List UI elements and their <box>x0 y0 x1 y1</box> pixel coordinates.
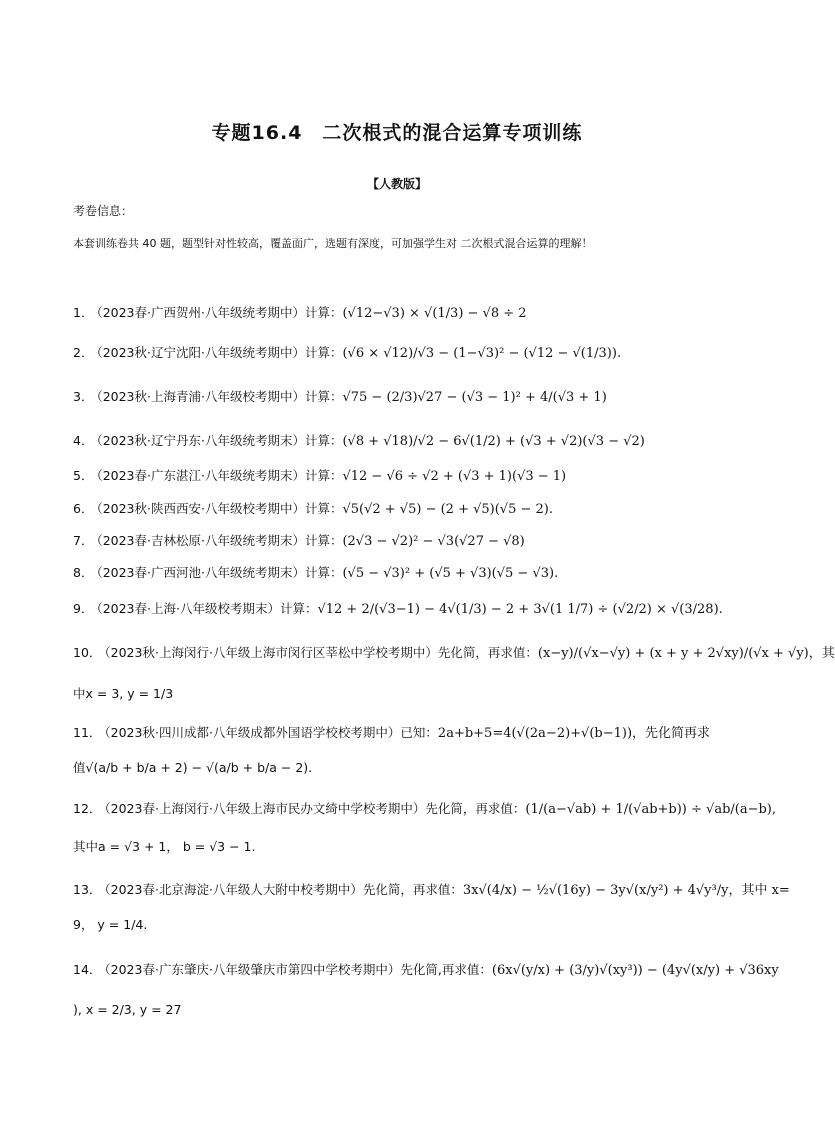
question-source: （2023秋·辽宁沈阳·八年级统考期中）计算： <box>96 345 343 360</box>
question-6 <box>73 499 553 517</box>
question-source: （2023秋·上海青浦·八年级校考期中）计算： <box>96 389 343 404</box>
question-source: （2023春·上海闵行·八年级上海市民办文绮中学校考期中）先化简，再求值： <box>104 801 526 816</box>
question-3 <box>73 387 607 405</box>
exam-info-label: 考卷信息： <box>73 204 134 218</box>
question-number: 11． <box>73 725 102 740</box>
question-source: （2023春·上海·八年级校考期末）计算： <box>96 601 318 616</box>
question-source: （2023秋·上海闵行·八年级上海市闵行区莘松中学校考期中）先化简，再求值： <box>104 645 538 660</box>
question-5 <box>73 466 566 484</box>
question-number: 2． <box>73 345 94 360</box>
question-source: （2023春·广西河池·八年级统考期末）计算： <box>96 565 343 580</box>
question-number: 7． <box>73 533 94 548</box>
question-12-continuation: 其中a = √3 + 1， b = √3 − 1. <box>73 839 256 854</box>
question-14 <box>73 960 779 978</box>
question-number: 1． <box>73 305 94 320</box>
question-expression: (6x√(y/x) + (3/y)√(xy³)) − (4y√(x/y) + √36xy <box>491 963 779 978</box>
question-expression: √5(√2 + √5) − (2 + √5)(√5 − 2). <box>342 502 553 517</box>
question-4 <box>73 431 645 449</box>
question-expression: √75 − (2/3)√27 − (√3 − 1)² + 4/(√3 + 1) <box>342 390 607 405</box>
question-source: （2023秋·四川成都·八年级成都外国语学校校考期中）已知： <box>104 725 438 740</box>
question-number: 12． <box>73 801 102 816</box>
question-source: （2023秋·陕西西安·八年级校考期中）计算： <box>96 501 343 516</box>
question-source: （2023春·北京海淀·八年级人大附中校考期中）先化简，再求值： <box>104 882 463 897</box>
question-number: 5． <box>73 468 94 483</box>
question-expression: √12 + 2/(√3−1) − 4√(1/3) − 2 + 3√(1 1/7) ÷ (√2/2) × √(3/28). <box>317 602 723 617</box>
question-expression: 3x√(4/x) − ½√(16y) − 3y√(x/y²) + 4√y³/y，其中 x= <box>462 883 790 898</box>
question-13 <box>73 879 790 898</box>
question-expression: (√8 + √18)/√2 − 6√(1/2) + (√3 + √2)(√3 − √2) <box>342 434 645 449</box>
question-number: 14． <box>73 962 102 977</box>
question-13-continuation: 9， y = 1/4. <box>73 917 148 932</box>
question-number: 13． <box>73 882 102 897</box>
question-expression: 2a+b+5=4(√(2a−2)+√(b−1))，先化简再求 <box>437 726 711 741</box>
question-source: （2023春·广西贺州·八年级统考期中）计算： <box>96 305 343 320</box>
question-expression: (√5 − √3)² + (√5 + √3)(√5 − √3). <box>342 566 559 581</box>
question-expression: (x−y)/(√x−√y) + (x + y + 2√xy)/(√x + √y)，其 <box>537 646 835 661</box>
question-11 <box>73 722 710 741</box>
question-2 <box>73 343 621 361</box>
edition-label: 【人教版】 <box>366 177 427 191</box>
question-expression: √12 − √6 ÷ √2 + (√3 + 1)(√3 − 1) <box>342 469 567 484</box>
question-number: 4． <box>73 433 94 448</box>
question-expression: (√12−√3) × √(1/3) − √8 ÷ 2 <box>342 306 527 321</box>
question-12 <box>73 799 776 817</box>
question-9 <box>73 599 723 617</box>
question-10-continuation: 中x = 3, y = 1/3 <box>73 686 174 701</box>
question-number: 9． <box>73 601 94 616</box>
question-number: 6． <box>73 501 94 516</box>
document-title: 专题16.4 二次根式的混合运算专项训练 <box>211 122 583 144</box>
question-7 <box>73 531 525 549</box>
question-expression: (1/(a−√ab) + 1/(√ab+b)) ÷ √ab/(a−b), <box>525 802 777 817</box>
question-expression: (2√3 − √2)² − √3(√27 − √8) <box>342 534 525 549</box>
question-1 <box>73 303 527 321</box>
question-number: 10． <box>73 645 102 660</box>
question-14-continuation: ), x = 2/3, y = 27 <box>73 1002 182 1017</box>
question-8 <box>73 563 558 581</box>
question-source: （2023春·广东肇庆·八年级肇庆市第四中学校考期中）先化简,再求值： <box>104 962 492 977</box>
question-source: （2023春·吉林松原·八年级统考期末）计算： <box>96 533 343 548</box>
exam-info-text: 本套训练卷共 40 题，题型针对性较高，覆盖面广，选题有深度，可加强学生对 二次根式混合运算的理解！ <box>73 237 593 250</box>
question-11-continuation: 值√(a/b + b/a + 2) − √(a/b + b/a − 2). <box>73 760 313 775</box>
question-expression: (√6 × √12)/√3 − (1−√3)² − (√12 − √(1/3)). <box>342 346 622 361</box>
question-source: （2023春·广东湛江·八年级统考期末）计算： <box>96 468 343 483</box>
question-number: 8． <box>73 565 94 580</box>
question-number: 3． <box>73 389 94 404</box>
question-source: （2023秋·辽宁丹东·八年级统考期末）计算： <box>96 433 343 448</box>
question-10 <box>73 642 835 661</box>
